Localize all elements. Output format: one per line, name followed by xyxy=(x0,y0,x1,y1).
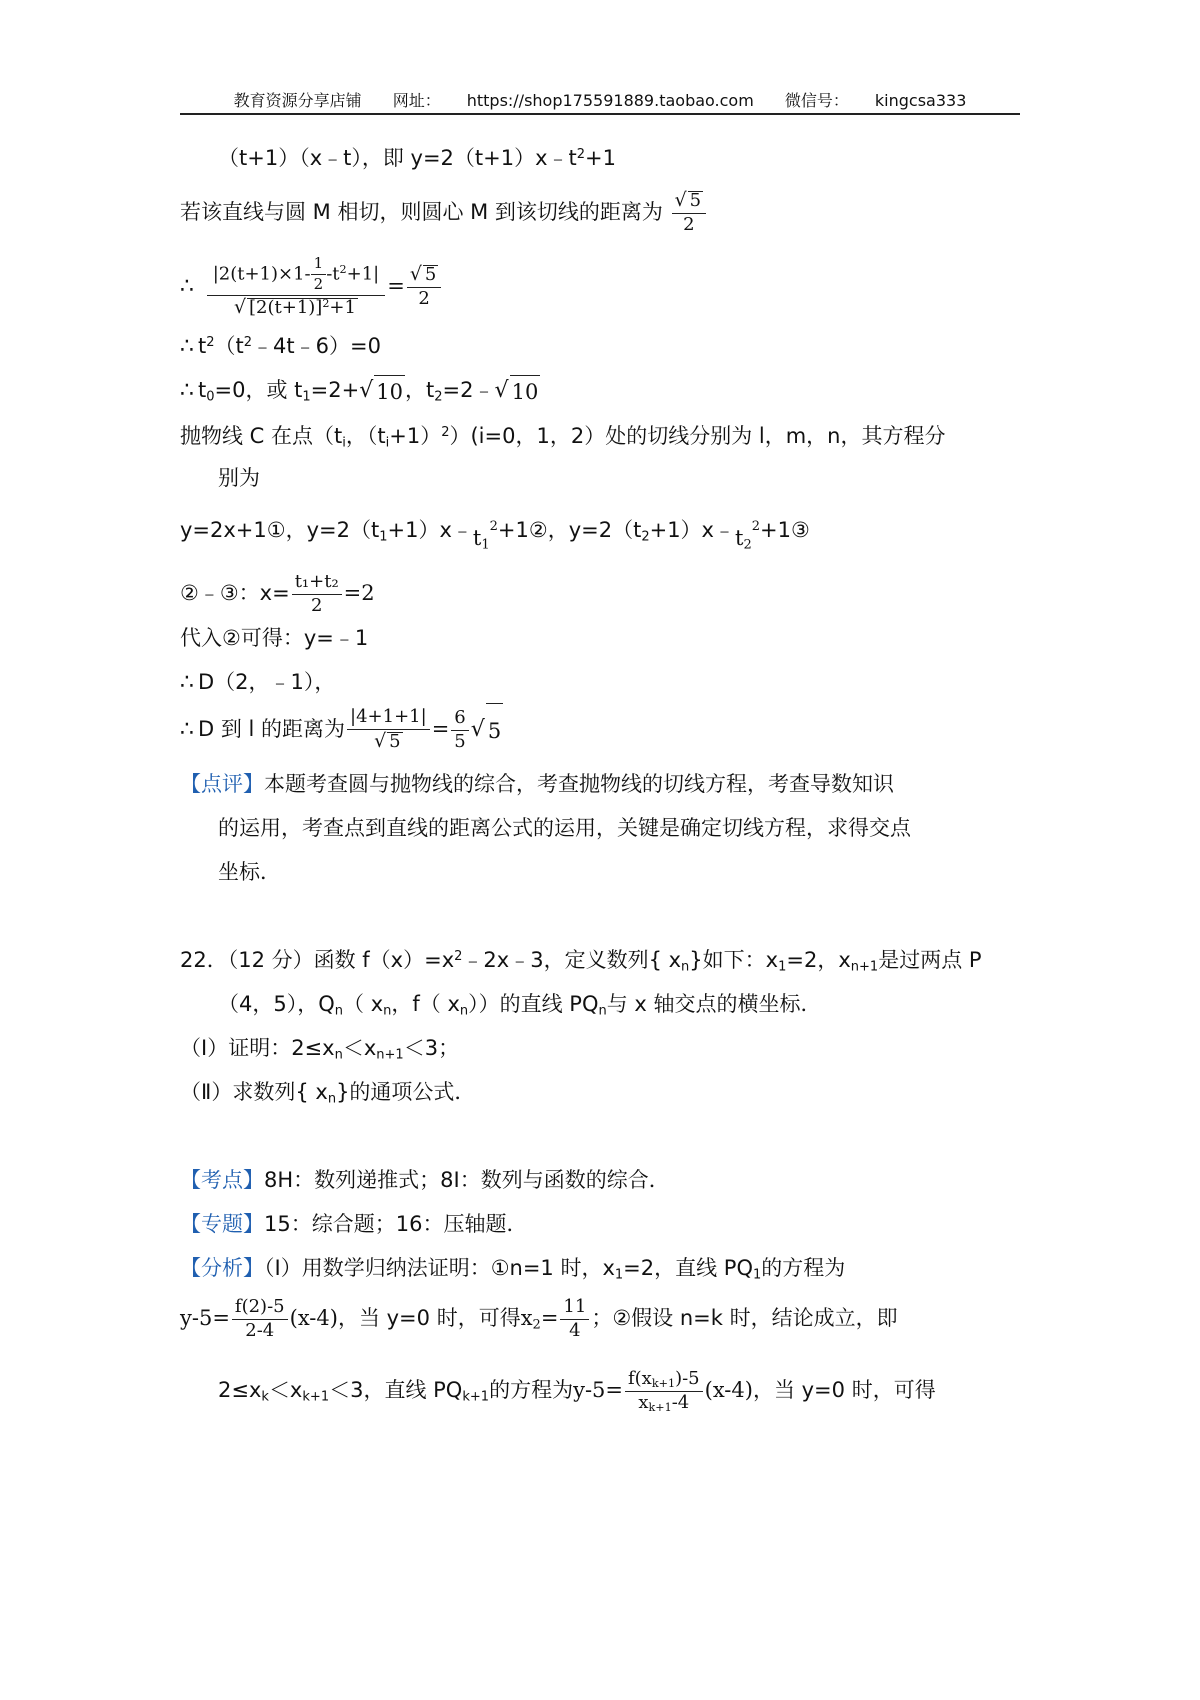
text-line: y=2x+1①，$y=2(t_1+1)x﹣t_1^2+1②$，$y=2(t_2+1)x﹣t_2^2+1③$ xyxy=(180,518,810,553)
fraction: $\frac{f(x_{k+1})-5}{x_{k+1}-4}$ xyxy=(625,1370,703,1413)
header-divider xyxy=(180,113,1020,115)
question-part-2: （Ⅱ）求数列{ $x_n$}的通项公式． xyxy=(180,1080,476,1107)
question-part-1: （Ⅰ）证明：$2\le x_n<x_{n+1}<3$； xyxy=(180,1036,460,1063)
analysis-tag: 分析 xyxy=(201,1256,243,1280)
key-points-tag: 考点 xyxy=(201,1168,243,1192)
text-line: 抛物线 C 在点（$t_i$，$(t_i+1)^2)(i=0$，1，2）处的切线分别为 l，m，n，其方程分 xyxy=(180,424,946,451)
page-header xyxy=(180,88,1020,114)
review-paragraph: 【点评】本题考查圆与抛物线的综合，考查抛物线的切线方程，考查导数知识 xyxy=(180,772,894,796)
text-line: 别为 xyxy=(218,466,260,490)
text-line: 代入②可得：y=﹣1 xyxy=(180,626,369,650)
equation-line: y-5= $\frac{f(2)-5}{2-4}$ (x-4)，当 y=0 时，可得$x_2=$ $\frac{11}{4}$ ；②假设 n=k 时，结论成立，即 xyxy=(180,1295,898,1341)
text-line: 若该直线与圆 M 相切，则圆心 M 到该切线的距离为 √ 5 2 xyxy=(180,190,708,234)
question-22: 22．（12 分）函数 $f(x)=x^2﹣2x﹣3$，定义数列{ $x_n$}如下：$x_1=2$，$x_{n+1}$是过两点 P xyxy=(180,948,982,975)
text-line: （t+1）（x﹣t），即 $y=2(t+1)x﹣t^2+1$ xyxy=(218,146,617,170)
fraction: √ 5 2 xyxy=(407,265,442,309)
fraction: $\frac{\text{t₁+t₂}}{2}$ xyxy=(292,573,342,616)
analysis-line: 【分析】（Ⅰ）用数学归纳法证明：①n=1 时，$x_1=2$，直线 $PQ_1$的方程为 xyxy=(180,1256,846,1283)
fraction: $\frac{6}{5}$ xyxy=(451,709,468,752)
key-points-line: 【考点】8H：数列递推式；8I：数列与函数的综合． xyxy=(180,1168,670,1192)
text-line: ∴ $t^2(t^2﹣4t﹣6)=0$ xyxy=(180,334,381,359)
text-line: ∴ $t_0=0$，或 $t_1=2+$ √ 10 ，$t_2=2﹣$ √ 10 xyxy=(180,374,540,406)
topic-line: 【专题】15：综合题；16：压轴题． xyxy=(180,1212,528,1236)
fraction: √ 5 2 xyxy=(672,191,707,235)
equation-line: ∴ D 到 l 的距离为 |4+1+1| √ 5 = $\frac{6}{5}$ √ 5 xyxy=(180,702,503,756)
text-line: 坐标． xyxy=(218,860,281,884)
therefore-symbol: ∴ xyxy=(180,274,194,299)
fraction: |4+1+1| √ 5 xyxy=(347,708,430,752)
text-line: （4，5），$Q_n$（ $x_n$，f（ $x_n$））的直线 $PQ_n$与 x 轴交点的横坐标． xyxy=(218,992,822,1019)
text-line: 的运用，考查点到直线的距离公式的运用，关键是确定切线方程，求得交点 xyxy=(218,816,911,840)
topic-tag: 专题 xyxy=(201,1212,243,1236)
text-line: ∴ D（2，﹣1）， xyxy=(180,670,336,695)
fraction: $\frac{f(2)-5}{2-4}$ xyxy=(232,1298,288,1341)
review-tag: 点评 xyxy=(201,772,243,796)
header-url: 网址： https://shop175591889.taobao.com xyxy=(392,91,754,110)
equation-line: ②﹣③：x= $\frac{\text{t₁+t₂}}{2}$ =2 xyxy=(180,570,375,616)
fraction: |2(t+1)×1- $\frac{1}{2}$ $-t^2+1|$ √ $[2(t+1)]^2+1$ xyxy=(207,256,386,317)
header-url-link[interactable]: https://shop175591889.taobao.com xyxy=(466,91,754,110)
header-shop: 教育资源分享店铺 xyxy=(233,91,362,110)
equation-line: ∴ |2(t+1)×1- $\frac{1}{2}$ $-t^2+1|$ √ $[2(t+1)]^2+1$ = √ 5 2 xyxy=(180,248,443,324)
header-wechat: 微信号： kingcsa333 xyxy=(784,91,967,110)
fraction: $\frac{11}{4}$ xyxy=(560,1298,589,1341)
equation-line: $2\le x_k<x_{k+1}<3$，直线 $PQ_{k+1}$的方程为y-5= $\frac{f(x_{k+1})-5}{x_{k+1}-4}$ (x-4)，当 y=0 时，可得 xyxy=(218,1367,936,1414)
